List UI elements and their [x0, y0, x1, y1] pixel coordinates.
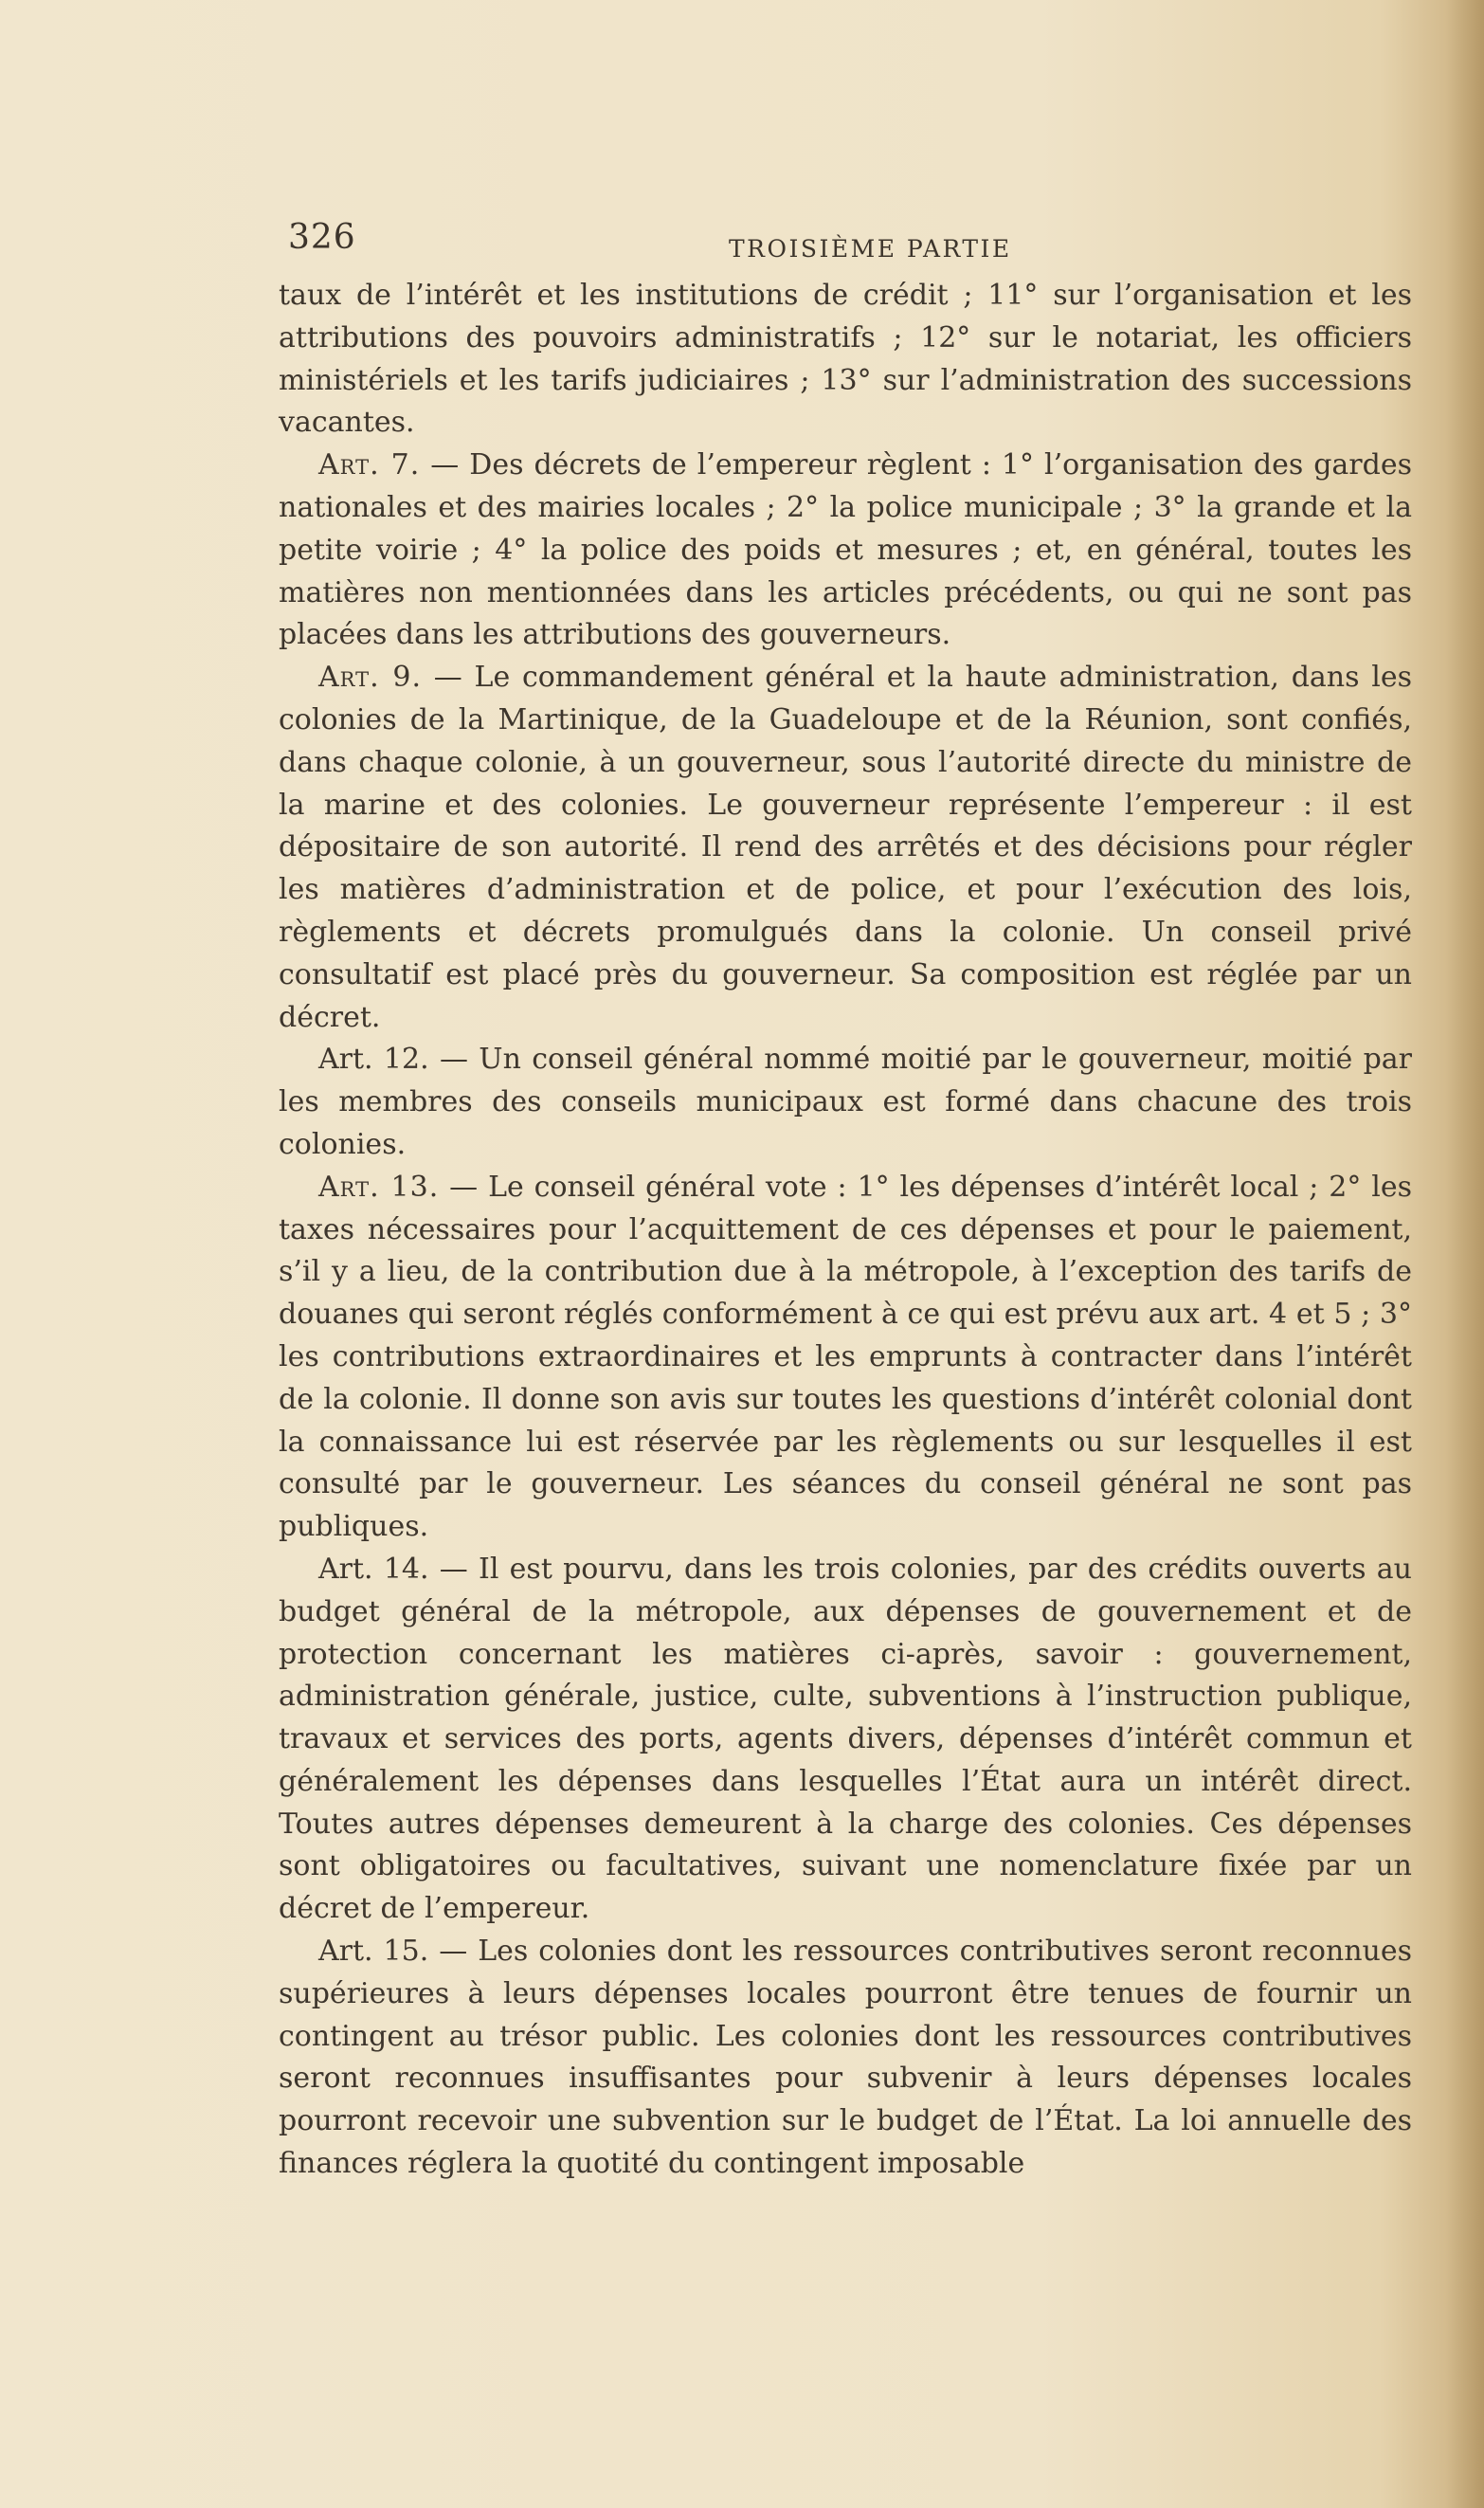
- body-text: [279, 275, 1412, 2186]
- article-text: — Le commandement général et la haute administration, dans les colonies de la Martinique, de la Guadeloupe et de la Réunion, sont confiés, dans chaque colonie, à un gouverneur, sous l’autorité directe du ministre de la marine et des colonies. Le gouverneur représente l’empereur : il est dépositaire de son autorité. Il rend des arrêtés et des décisions pour régler les matières d’administration et de police, et pour l’exécution des lois, règlements et décrets promulgués dans la colonie. Un conseil privé consultatif est placé près du gouverneur. Sa composition est réglée par un décret.: [279, 661, 1412, 1034]
- article-label: Art. 13.: [318, 1170, 440, 1204]
- article-label: Art. 12.: [318, 1043, 429, 1077]
- paragraph-text: taux de l’intérêt et les institutions de crédit ; 11° sur l’organisation et les attributions des pouvoirs administratifs ; 12° sur le notariat, les officiers ministériels et les tarifs judiciaires ; 13° sur l’administration des successions vacantes.: [279, 279, 1412, 440]
- running-title: TROISIÈME PARTIE: [729, 235, 1012, 263]
- article-7: [279, 445, 1412, 657]
- article-label: Art. 9.: [318, 661, 423, 695]
- article-label: Art. 14.: [318, 1552, 429, 1586]
- article-label: Art. 15.: [318, 1935, 429, 1969]
- article-label: Art. 7.: [318, 448, 421, 482]
- article-12: [279, 1039, 1412, 1166]
- article-text: — Un conseil général nommé moitié par le gouverneur, moitié par les membres des conseils municipaux est formé dans chacune des trois colonies.: [279, 1043, 1413, 1161]
- page-number: 326: [288, 218, 356, 257]
- article-9: [279, 657, 1412, 1039]
- article-text: — Le conseil général vote : 1° les dépenses d’intérêt local ; 2° les taxes nécessaires pour l’acquittement de ces dépenses et pour le paiement, s’il y a lieu, de la contribution due à la métropole, à l’exception des tarifs de douanes qui seront réglés conformément à ce qui est prévu aux art. 4 et 5 ; 3° les contributions extraordinaires et les emprunts à contracter dans l’intérêt de la colonie. Il donne son avis sur toutes les questions d’intérêt colonial dont la connaissance lui est réservée par les règlements ou sur lesquelles il est consulté par le gouverneur. Les séances du conseil général ne sont pas publiques.: [279, 1170, 1412, 1544]
- article-13: [279, 1167, 1412, 1549]
- article-text: — Les colonies dont les ressources contributives seront reconnues supérieures à leurs dépenses locales pourront être tenues de fournir un contingent au trésor public. Les colonies dont les ressources contributives seront reconnues insuffisantes pour subvenir à leurs dépenses locales pourront recevoir une subvention sur le budget de l’État. La loi annuelle des finances réglera la quotité du contingent imposable: [279, 1935, 1412, 2181]
- page-header: [288, 210, 1406, 267]
- article-text: — Il est pourvu, dans les trois colonies, par des crédits ouverts au budget général de la métropole, aux dépenses de gouvernement et de protection concernant les matières ci-après, savoir : gouvernement, administration générale, justice, culte, subventions à l’instruction publique, travaux et services des ports, agents divers, dépenses d’intérêt commun et généralement les dépenses dans lesquelles l’État aura un intérêt direct. Toutes autres dépenses demeurent à la charge des colonies. Ces dépenses sont obligatoires ou facultatives, suivant une nomenclature fixée par un décret de l’empereur.: [279, 1552, 1413, 1926]
- paragraph-continuation: [279, 275, 1412, 445]
- article-15: [279, 1931, 1412, 2186]
- article-14: [279, 1549, 1412, 1931]
- article-text: — Des décrets de l’empereur règlent : 1° l’organisation des gardes nationales et des mairies locales ; 2° la police municipale ; 3° la grande et la petite voirie ; 4° la police des poids et mesures ; et, en général, toutes les matières non mentionnées dans les articles précédents, ou qui ne sont pas placées dans les attributions des gouverneurs.: [279, 448, 1413, 652]
- page-edge-shadow: [1446, 0, 1484, 2508]
